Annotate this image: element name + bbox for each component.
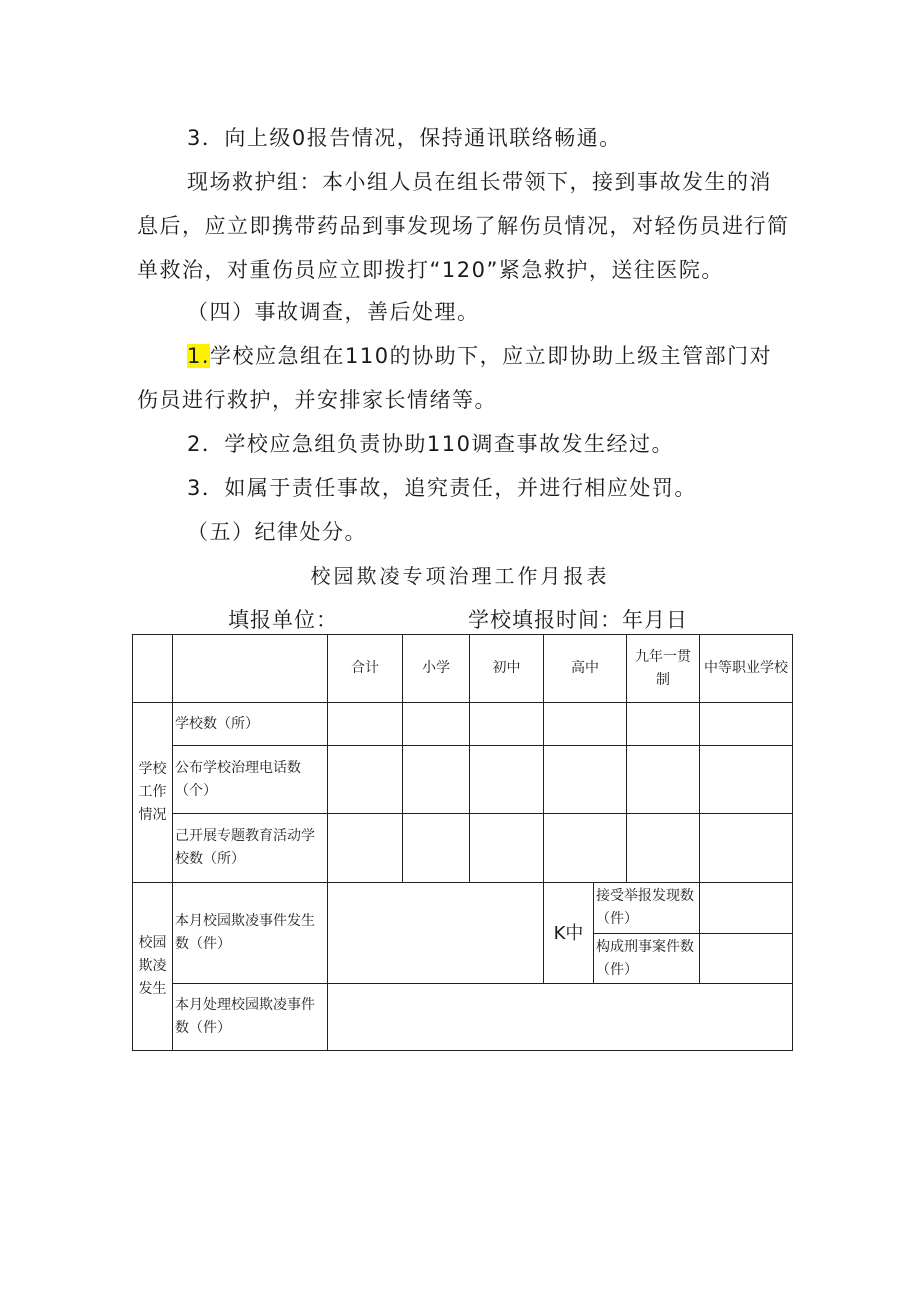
cell-empty [544,746,627,814]
cell-empty [700,814,793,883]
report-table [132,634,793,1051]
cell-empty [470,814,544,883]
paragraph-rescue-team-3: 单救治，对重伤员应立即拨打“120”紧急救护，送往医院。 [137,258,724,282]
col-header-vocational: 中等职业学校 [700,635,793,703]
cell-empty [470,746,544,814]
col-header-senior: 高中 [544,635,627,703]
among-them-label: K中 [544,883,594,984]
cell-empty [403,703,470,746]
cell-empty [544,703,627,746]
row-label-incidents: 本月校园欺凌事件发生数（件） [173,883,328,984]
cell-handled-value [328,984,793,1051]
cell-empty [470,703,544,746]
cell-empty [328,703,403,746]
col-header-nine-year: 九年一贯制 [627,635,700,703]
cell-empty [328,814,403,883]
paragraph-item-1-cont: 伤员进行救护，并安排家长情绪等。 [137,388,497,412]
row-label-hotline-count: 公布学校治理电话数（个） [173,746,328,814]
section-school-work: 学校工作情况 [133,703,173,883]
cell-empty [700,883,793,934]
cell-empty [627,746,700,814]
sub-label-reported: 接受举报发现数（件） [594,883,700,934]
paragraph-item-1 [187,340,772,370]
header-blank-cell [173,635,328,703]
col-header-junior: 初中 [470,635,544,703]
cell-empty [403,814,470,883]
cell-empty [700,703,793,746]
paragraph-item-3: 3．如属于责任事故，追究责任，并进行相应处罚。 [187,476,697,500]
col-header-total: 合计 [328,635,403,703]
heading-discipline: （五）纪律处分。 [187,520,367,544]
row-label-school-count: 学校数（所） [173,703,328,746]
cell-incidents-value [328,883,544,984]
row-label-handled: 本月处理校园欺凌事件数（件） [173,984,328,1051]
sub-label-criminal: 构成刑事案件数（件） [594,934,700,984]
paragraph-rescue-team-2: 息后，应立即携带药品到事发现场了解伤员情况，对轻伤员进行简 [137,214,790,238]
cell-empty [403,746,470,814]
paragraph-item-2: 2．学校应急组负责协助110调查事故发生经过。 [187,432,674,456]
cell-empty [328,746,403,814]
cell-empty [627,703,700,746]
cell-empty [700,746,793,814]
header-corner-cell [133,635,173,703]
paragraph-rescue-team-1: 现场救护组：本小组人员在组长带领下，接到事故发生的消 [187,170,772,194]
row-label-education-count: 己开展专题教育活动学校数（所） [173,814,328,883]
fill-time-label: 学校填报时间：年月日 [468,608,688,632]
heading-investigation: （四）事故调查，善后处理。 [187,300,480,324]
paragraph-item-1-text: 学校应急组在110的协助下，应立即协助上级主管部门对 [210,344,773,368]
report-title: 校园欺凌专项治理工作月报表 [310,564,610,588]
cell-empty [627,814,700,883]
highlight-number: 1. [187,344,211,368]
fill-unit-label: 填报单位： [228,608,338,632]
cell-empty [700,934,793,984]
cell-empty [544,814,627,883]
col-header-primary: 小学 [403,635,470,703]
section-bullying: 校园欺凌发生 [133,883,173,1051]
paragraph-report-superior: 3．向上级0报告情况，保持通讯联络畅通。 [187,126,622,150]
